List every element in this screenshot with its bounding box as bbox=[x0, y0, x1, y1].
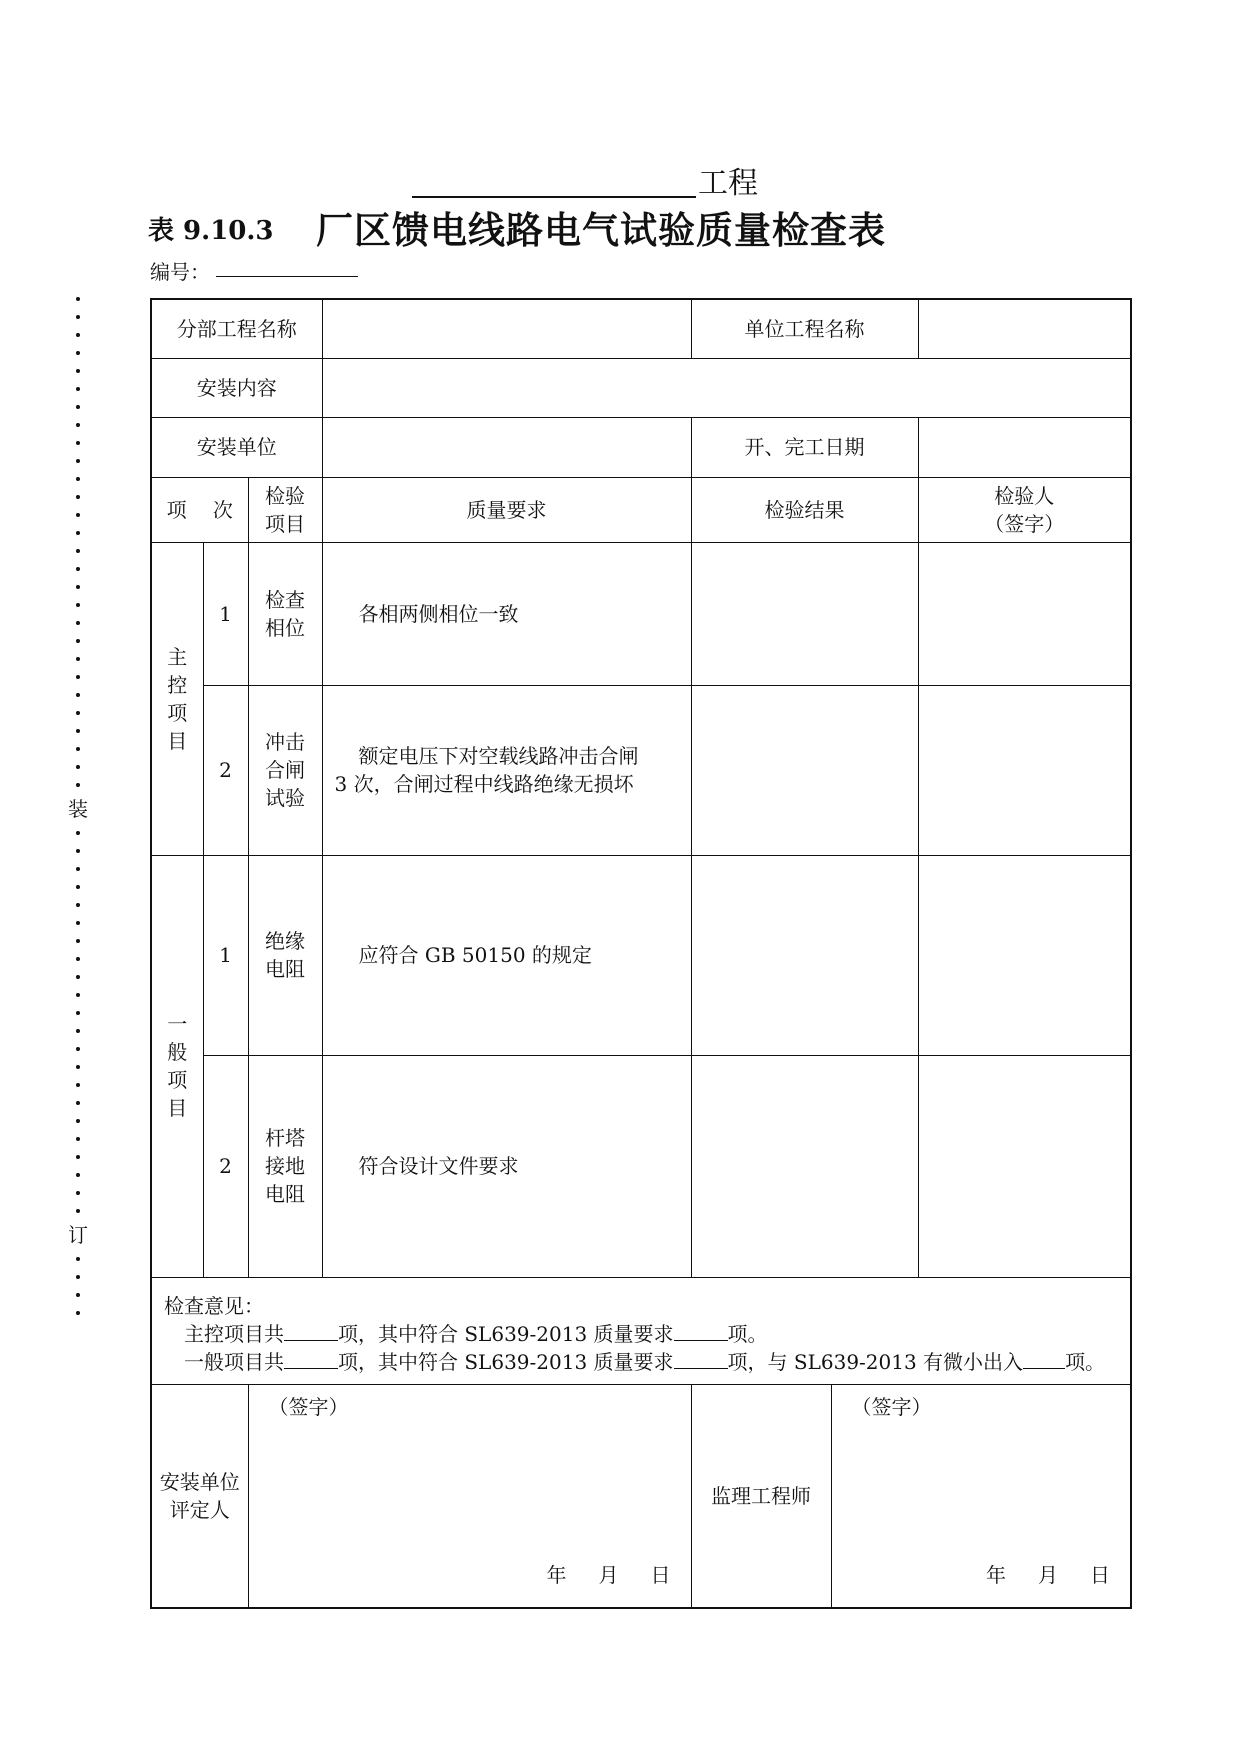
binding-dot bbox=[76, 783, 80, 787]
main-total-blank[interactable] bbox=[284, 1320, 338, 1341]
sign-label: （签字） bbox=[268, 1394, 349, 1419]
column-inspector bbox=[918, 477, 1131, 542]
unit-project-label: 单位工程名称 bbox=[691, 299, 918, 358]
opinion-main-line bbox=[164, 1320, 1118, 1348]
inspection-item bbox=[248, 1055, 322, 1277]
general-deviation-blank[interactable] bbox=[1023, 1348, 1065, 1369]
quality-requirement bbox=[322, 685, 691, 855]
supervisor-label: 监理工程师 bbox=[691, 1384, 831, 1608]
binding-dot bbox=[76, 1101, 80, 1105]
quality-requirement bbox=[322, 1055, 691, 1277]
unit-project-field[interactable] bbox=[918, 299, 1131, 358]
binding-dot bbox=[76, 405, 80, 409]
column-inspector-line2: （签字） bbox=[984, 511, 1065, 536]
table-row bbox=[151, 685, 1131, 855]
inspection-result-field[interactable] bbox=[691, 1055, 918, 1277]
supervisor-signature-field[interactable] bbox=[831, 1384, 1131, 1608]
general-items-group-label bbox=[151, 855, 203, 1277]
binding-dot bbox=[76, 1083, 80, 1087]
opinion-general-line bbox=[164, 1348, 1118, 1376]
installer-evaluator-label bbox=[151, 1384, 248, 1608]
binding-dot bbox=[76, 993, 80, 997]
opinion-heading: 检查意见： bbox=[164, 1293, 264, 1318]
item-number: 1 bbox=[203, 855, 248, 1055]
inspection-result-field[interactable] bbox=[691, 855, 918, 1055]
binding-dot bbox=[76, 1065, 80, 1069]
item-number: 2 bbox=[203, 1055, 248, 1277]
code-field[interactable] bbox=[216, 256, 358, 277]
binding-dot bbox=[76, 675, 80, 679]
inspection-item-line: 试验 bbox=[265, 786, 306, 810]
installer-label-line: 评定人 bbox=[169, 1497, 230, 1522]
group-char: 目 bbox=[167, 1096, 188, 1120]
sign-date bbox=[954, 1561, 1110, 1589]
inspection-item-line: 检查 bbox=[265, 587, 306, 612]
table-row bbox=[151, 542, 1131, 685]
binding-dot bbox=[76, 849, 80, 853]
column-inspection-item bbox=[248, 477, 322, 542]
requirement-line: 额定电压下对空载线路冲击合闸 bbox=[358, 744, 639, 768]
inspection-form bbox=[150, 298, 1132, 1609]
opinion-text: 项，其中符合 SL639-2013 质量要求 bbox=[338, 1349, 674, 1374]
inspection-item-line: 电阻 bbox=[265, 1182, 306, 1206]
column-header-row bbox=[151, 477, 1131, 542]
binding-dot bbox=[76, 1257, 80, 1261]
info-row-3 bbox=[151, 417, 1131, 477]
installer-signature-field[interactable] bbox=[248, 1384, 691, 1608]
requirement-line: 各相两侧相位一致 bbox=[358, 601, 519, 626]
inspector-signature-field[interactable] bbox=[918, 855, 1131, 1055]
date-field[interactable] bbox=[918, 417, 1131, 477]
binding-dot bbox=[76, 531, 80, 535]
inspection-item bbox=[248, 855, 322, 1055]
page-title: 厂区馈电线路电气试验质量检查表 bbox=[316, 208, 886, 252]
binding-dot bbox=[76, 903, 80, 907]
binding-dot bbox=[76, 549, 80, 553]
table-number: 表 9.10.3 bbox=[148, 216, 274, 246]
binding-dot bbox=[76, 369, 80, 373]
binding-dot bbox=[76, 693, 80, 697]
inspection-item-line: 杆塔 bbox=[265, 1126, 306, 1150]
binding-dot bbox=[76, 639, 80, 643]
date-year: 年 bbox=[986, 1563, 1007, 1587]
item-number: 2 bbox=[203, 685, 248, 855]
sign-label: （签字） bbox=[851, 1394, 932, 1419]
quality-requirement bbox=[322, 542, 691, 685]
binding-dot bbox=[76, 1119, 80, 1123]
binding-dot bbox=[76, 297, 80, 301]
column-item: 项 次 bbox=[151, 477, 248, 542]
binding-dot bbox=[76, 441, 80, 445]
install-unit-label: 安装单位 bbox=[151, 417, 322, 477]
table-row bbox=[151, 855, 1131, 1055]
group-char: 一 bbox=[167, 1012, 188, 1036]
opinion-text: 项。 bbox=[727, 1321, 768, 1346]
signoff-row bbox=[151, 1384, 1131, 1608]
opinion-text: 项，其中符合 SL639-2013 质量要求 bbox=[338, 1321, 674, 1346]
binding-dot bbox=[76, 1311, 80, 1315]
quality-requirement bbox=[322, 855, 691, 1055]
binding-dot bbox=[76, 729, 80, 733]
inspection-item-line: 合闸 bbox=[265, 758, 306, 782]
inspection-opinion bbox=[151, 1277, 1131, 1384]
binding-dot bbox=[76, 567, 80, 571]
inspection-item-line: 相位 bbox=[265, 615, 306, 640]
binding-dot bbox=[76, 831, 80, 835]
inspection-item-line: 绝缘 bbox=[265, 929, 306, 953]
group-char: 项 bbox=[167, 700, 188, 725]
binding-dot bbox=[76, 975, 80, 979]
binding-dot bbox=[76, 1191, 80, 1195]
binding-dot bbox=[76, 1209, 80, 1213]
sub-project-field[interactable] bbox=[322, 299, 691, 358]
inspection-item bbox=[248, 685, 322, 855]
info-row-1 bbox=[151, 299, 1131, 358]
binding-dot bbox=[76, 477, 80, 481]
column-inspection-item-line2: 项目 bbox=[265, 511, 306, 536]
binding-dot bbox=[76, 1293, 80, 1297]
inspection-item bbox=[248, 542, 322, 685]
binding-dot bbox=[76, 351, 80, 355]
info-row-2 bbox=[151, 358, 1131, 417]
inspection-result-field[interactable] bbox=[691, 542, 918, 685]
column-inspector-line1: 检验人 bbox=[994, 483, 1055, 508]
binding-dot bbox=[76, 1173, 80, 1177]
group-char: 项 bbox=[167, 1068, 188, 1092]
binding-dot bbox=[76, 333, 80, 337]
binding-dot bbox=[76, 495, 80, 499]
binding-dot bbox=[76, 315, 80, 319]
group-char: 主 bbox=[167, 644, 188, 669]
binding-dot bbox=[76, 765, 80, 769]
requirement-line: 3 次，合闸过程中线路绝缘无损坏 bbox=[334, 772, 634, 796]
binding-margin bbox=[68, 290, 88, 1590]
sub-project-label: 分部工程名称 bbox=[151, 299, 322, 358]
column-quality-requirement: 质量要求 bbox=[322, 477, 691, 542]
column-inspection-item-line1: 检验 bbox=[265, 483, 306, 508]
binding-dot bbox=[76, 1047, 80, 1051]
binding-dot bbox=[76, 585, 80, 589]
binding-dot bbox=[76, 939, 80, 943]
date-day: 日 bbox=[650, 1563, 671, 1587]
opinion-text: 项，与 SL639-2013 有微小出入 bbox=[727, 1349, 1024, 1374]
binding-dot bbox=[76, 459, 80, 463]
opinion-row bbox=[151, 1277, 1131, 1384]
binding-dot bbox=[76, 1011, 80, 1015]
item-number: 1 bbox=[203, 542, 248, 685]
binding-dot bbox=[76, 921, 80, 925]
binding-dot bbox=[76, 867, 80, 871]
binding-dot bbox=[76, 1029, 80, 1033]
binding-dot bbox=[76, 657, 80, 661]
project-suffix: 工程 bbox=[698, 166, 758, 201]
binding-mark: 装 bbox=[68, 797, 88, 821]
group-char: 目 bbox=[167, 728, 188, 753]
opinion-text: 项。 bbox=[1065, 1349, 1106, 1374]
group-char: 控 bbox=[167, 672, 188, 697]
date-year: 年 bbox=[546, 1563, 567, 1587]
binding-mark: 订 bbox=[68, 1223, 88, 1247]
binding-dot bbox=[76, 513, 80, 517]
installer-label-line: 安装单位 bbox=[159, 1469, 240, 1494]
table-row bbox=[151, 1055, 1131, 1277]
group-char: 般 bbox=[167, 1040, 188, 1064]
inspection-item-line: 电阻 bbox=[265, 957, 306, 981]
install-content-field[interactable] bbox=[322, 358, 1131, 417]
binding-dot bbox=[76, 423, 80, 427]
opinion-text: 主控项目共 bbox=[184, 1321, 284, 1346]
column-inspection-result: 检验结果 bbox=[691, 477, 918, 542]
sign-date bbox=[515, 1561, 671, 1589]
inspector-signature-field[interactable] bbox=[918, 542, 1131, 685]
main-conform-blank[interactable] bbox=[674, 1320, 728, 1341]
binding-dot bbox=[76, 1275, 80, 1279]
opinion-text: 一般项目共 bbox=[184, 1349, 284, 1374]
inspection-result-field[interactable] bbox=[691, 685, 918, 855]
binding-dot bbox=[76, 1155, 80, 1159]
code-label: 编号： bbox=[150, 260, 210, 284]
main-items-group-label bbox=[151, 542, 203, 855]
inspector-signature-field[interactable] bbox=[918, 1055, 1131, 1277]
binding-dot bbox=[76, 387, 80, 391]
install-content-label: 安装内容 bbox=[151, 358, 322, 417]
general-conform-blank[interactable] bbox=[674, 1348, 728, 1369]
binding-dot bbox=[76, 1137, 80, 1141]
general-total-blank[interactable] bbox=[284, 1348, 338, 1369]
inspection-item-line: 接地 bbox=[265, 1154, 306, 1178]
requirement-line: 应符合 GB 50150 的规定 bbox=[358, 943, 592, 967]
binding-dot bbox=[76, 711, 80, 715]
requirement-line: 符合设计文件要求 bbox=[358, 1154, 519, 1178]
binding-dot bbox=[76, 621, 80, 625]
date-day: 日 bbox=[1090, 1563, 1111, 1587]
date-label: 开、完工日期 bbox=[691, 417, 918, 477]
inspector-signature-field[interactable] bbox=[918, 685, 1131, 855]
project-name-blank[interactable] bbox=[412, 162, 696, 198]
install-unit-field[interactable] bbox=[322, 417, 691, 477]
inspection-item-line: 冲击 bbox=[265, 730, 306, 754]
binding-dot bbox=[76, 603, 80, 607]
binding-dot bbox=[76, 747, 80, 751]
binding-dot bbox=[76, 957, 80, 961]
date-month: 月 bbox=[1038, 1563, 1059, 1587]
date-month: 月 bbox=[598, 1563, 619, 1587]
binding-dot bbox=[76, 885, 80, 889]
